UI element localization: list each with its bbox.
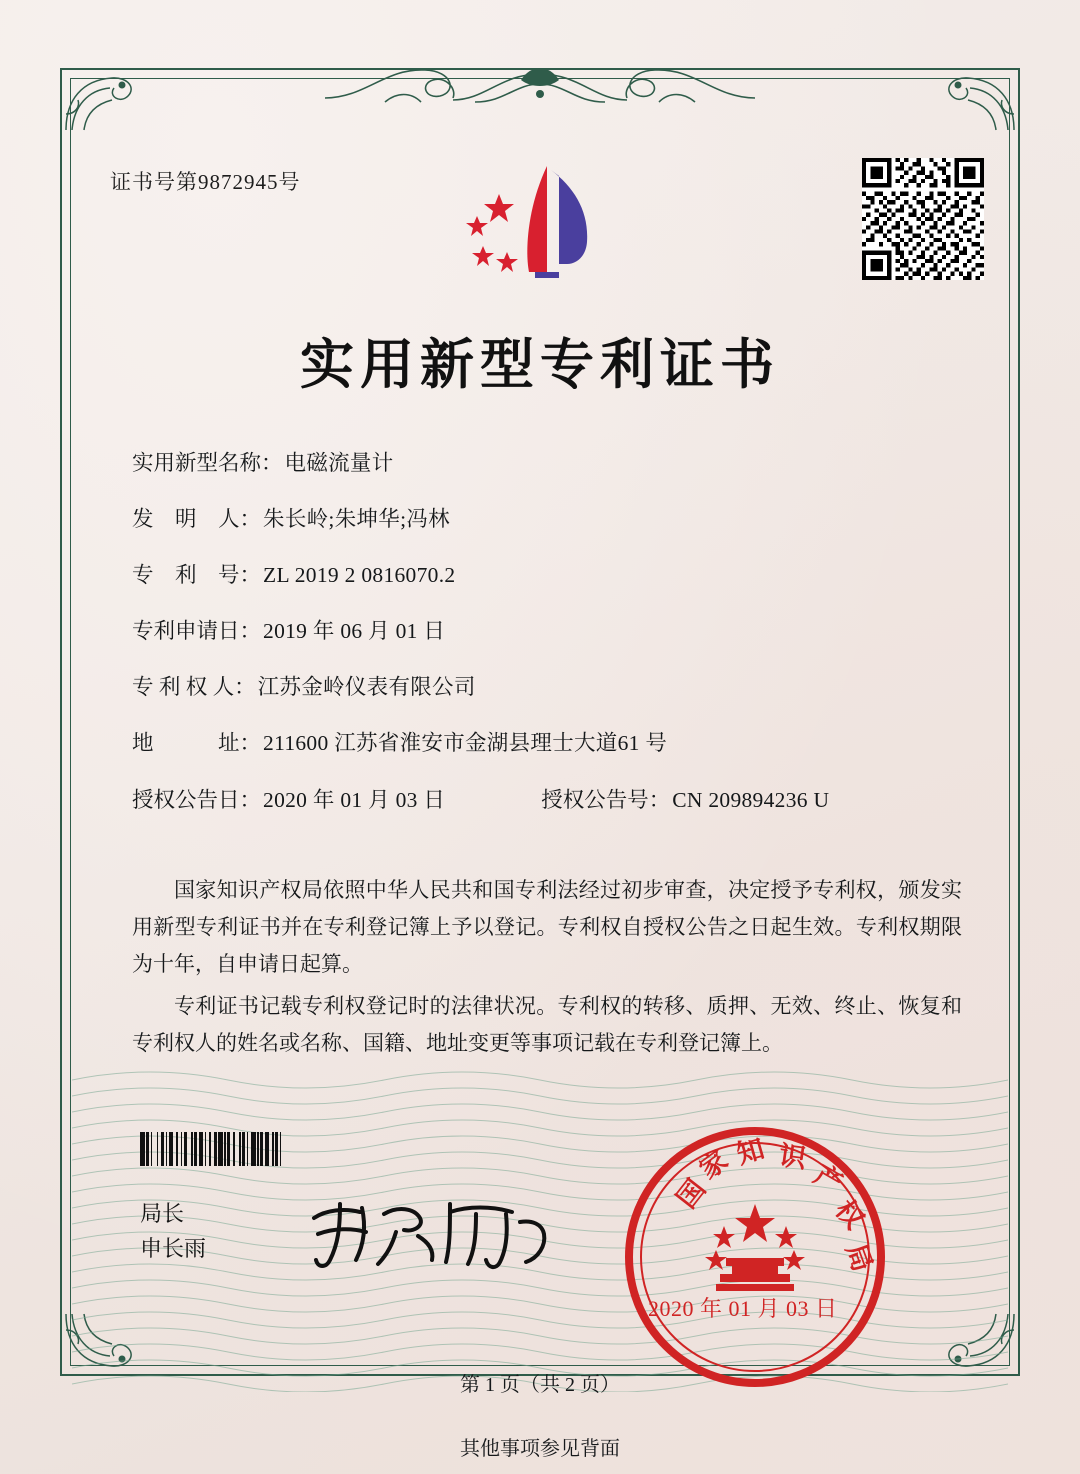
field-patent-number — [132, 560, 970, 590]
back-note: 其他事项参见背面 — [460, 1438, 620, 1460]
svg-text:家: 家 — [693, 1144, 734, 1186]
corner-ornament-icon — [932, 70, 1018, 134]
svg-text:识: 识 — [777, 1140, 809, 1175]
field-value: 朱长岭;朱坤华;冯林 — [263, 507, 450, 532]
svg-text:局: 局 — [839, 1239, 878, 1276]
field-utility-model-name — [132, 448, 970, 478]
svg-text:国: 国 — [671, 1173, 713, 1215]
paragraph: 专利证书记载专利权登记时的法律状况。专利权的转移、质押、无效、终止、恢复和专利权人的姓名或名称、国籍、地址变更等事项记载在专利登记簿上。 — [132, 994, 962, 1055]
grant-date-value: 2020 年 01 月 03 日 — [263, 787, 446, 812]
grant-number-label: 授权公告号： — [541, 787, 671, 812]
field-value: ZL 2019 2 0816070.2 — [263, 563, 456, 588]
handwritten-signature-icon — [300, 1188, 560, 1278]
top-ornament-icon — [325, 58, 755, 114]
signature-role: 局长 — [140, 1201, 185, 1226]
field-patentee — [132, 672, 970, 702]
field-list — [132, 448, 970, 841]
grant-number-value: CN 209894236 U — [672, 787, 830, 812]
field-value: 2019 年 06 月 01 日 — [263, 619, 446, 644]
field-value: 江苏金岭仪表有限公司 — [257, 675, 476, 700]
paragraph: 国家知识产权局依照中华人民共和国专利法经过初步审查，决定授予专利权，颁发实用新型专利证书并在专利登记簿上予以登记。专利权自授权公告之日起生效。专利权期限为十年，自申请日起算。 — [132, 878, 962, 976]
page-title: 实用新型专利证书 — [300, 332, 780, 396]
field-label: 地 址： — [132, 731, 262, 756]
grant-date-label: 授权公告日： — [132, 787, 262, 812]
field-application-date — [132, 616, 970, 646]
field-label: 发 明 人： — [132, 507, 262, 532]
svg-text:权: 权 — [828, 1194, 870, 1236]
page-number: 第 1 页（共 2 页） — [460, 1374, 620, 1396]
seal-date: 2020 年 01 月 03 日 — [648, 1296, 838, 1321]
legal-text — [132, 872, 962, 1068]
cnipa-logo-icon — [455, 160, 625, 285]
signature-block — [140, 1196, 206, 1266]
cnipa-red-seal-icon — [620, 1122, 890, 1392]
field-grant-row — [132, 785, 970, 815]
field-inventors — [132, 504, 970, 534]
corner-ornament-icon — [62, 70, 148, 134]
field-address — [132, 728, 970, 758]
barcode — [140, 1132, 412, 1166]
svg-text:产: 产 — [808, 1159, 848, 1200]
field-label: 专利申请日： — [132, 619, 262, 644]
signature-name: 申长雨 — [140, 1236, 207, 1262]
field-value: 电磁流量计 — [284, 451, 394, 475]
field-label: 实用新型名称： — [132, 451, 283, 475]
field-label: 专 利 权 人： — [132, 675, 256, 700]
field-value: 211600 江苏省淮安市金湖县理士大道61 号 — [263, 731, 668, 756]
certificate-number: 证书号第9872945号 — [110, 170, 301, 194]
qr-code — [862, 158, 984, 280]
field-label: 专 利 号： — [132, 563, 262, 588]
barcode-bar — [281, 1132, 286, 1166]
svg-text:知: 知 — [733, 1133, 768, 1171]
